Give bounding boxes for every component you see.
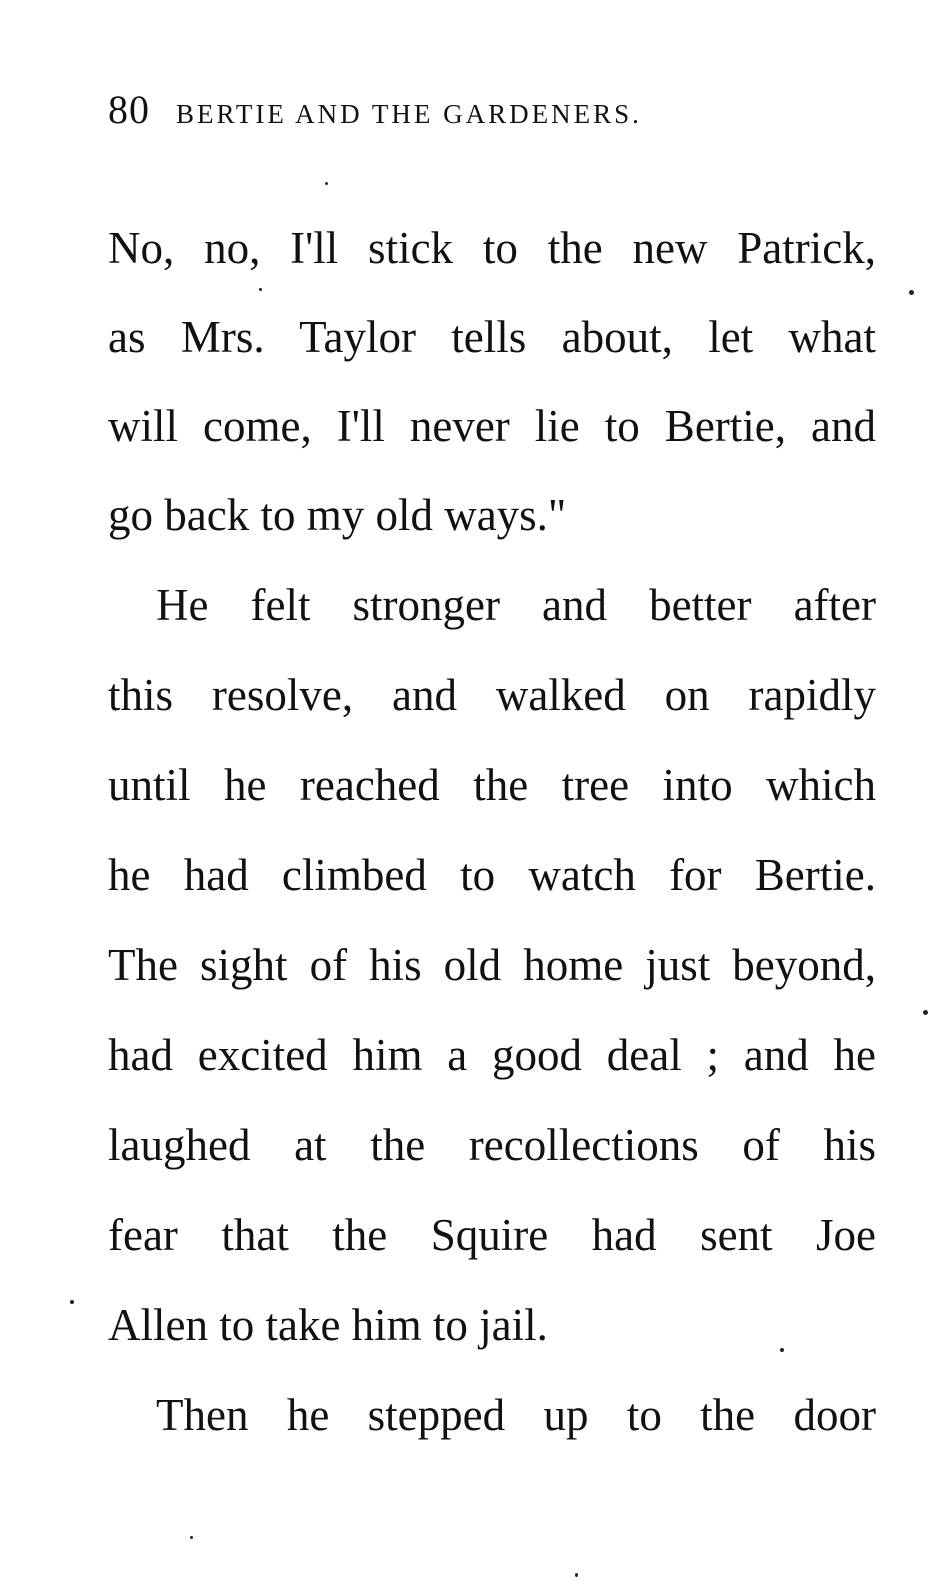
text-line: as Mrs. Taylor tells about, let what [108,312,876,362]
page-number: 80 [108,87,150,132]
text-line: until he reached the tree into which [108,760,876,810]
paper-speck [575,1573,578,1577]
paper-speck [909,290,914,295]
text-line: fear that the Squire had sent Joe [108,1210,876,1260]
text-line: laughed at the recollections of his [108,1120,876,1170]
text-line: had excited him a good deal ; and he [108,1030,876,1080]
text-line: Allen to take him to jail. [108,1300,548,1350]
paper-speck [325,182,328,185]
text-line: go back to my old ways." [108,490,567,540]
text-line: The sight of his old home just beyond, [108,940,876,990]
text-line: He felt stronger and better after [156,580,876,630]
text-line: will come, I'll never lie to Bertie, and [108,401,876,451]
text-line: Then he stepped up to the door [156,1390,876,1440]
running-title: BERTIE AND THE GARDENERS. [176,99,642,129]
page-header [108,86,808,136]
paper-speck [70,1300,74,1304]
text-line: this resolve, and walked on rapidly [108,670,876,720]
text-line: No, no, I'll stick to the new Patrick, [108,223,876,273]
paper-speck [780,1348,784,1352]
paper-speck [923,1010,928,1015]
paper-speck [190,1536,193,1539]
text-line: he had climbed to watch for Bertie. [108,850,876,900]
paper-speck [259,288,262,291]
